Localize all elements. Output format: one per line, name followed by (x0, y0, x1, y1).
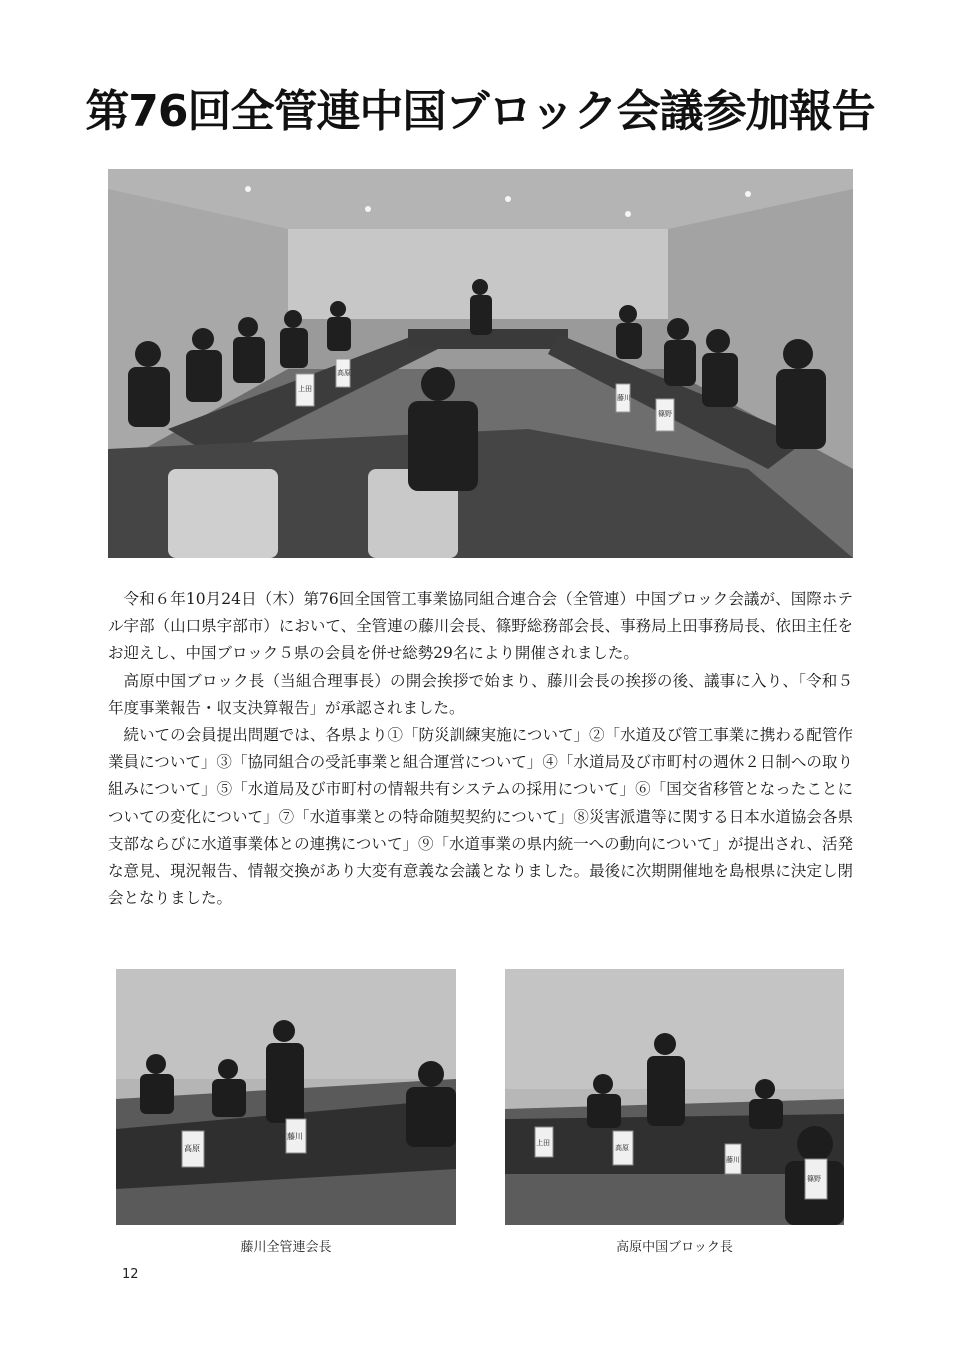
meeting-photo (108, 169, 853, 558)
name-card: 高原 (337, 369, 351, 377)
paragraph: 続いての会員提出問題では、各県より①「防災訓練実施について」②「水道及び管工事業に携わる配管作業員について」③「協同組合の受託事業と組合運営について」④「水道局及び市町村の週休２日制への取り組みについて」⑤「水道局及び市町村の情報共有システムの採用について」⑥「国交省移管となったことについての変化について」⑦「水道事業との特命随契契約について」⑧災害派遣等に関する日本水道協会各県支部ならびに水道事業体との連携について」⑨「水道事業の県内統一への動向について」が提出され、活発な意見、現況報告、情報交換があり大変有意義な会議となりました。最後に次期開催地を島根県に決定し閉会となりました。 (108, 726, 853, 908)
paragraph: 令和６年10月24日（木）第76回全国管工事業協同組合連合会（全管連）中国ブロック会議が、国際ホテル宇部（山口県宇部市）において、全管連の藤川会長、篠野総務部会長、事務局上田事務局長、依田主任をお迎えし、中国ブロック５県の会員を併せ総勢29名により開催されました。 (108, 590, 853, 663)
name-card: 上田 (536, 1139, 550, 1147)
name-card: 高原 (615, 1144, 629, 1152)
page-number: 12 (122, 1267, 139, 1282)
name-card: 篠野 (658, 410, 672, 418)
fujikawa-photo (116, 969, 456, 1225)
name-card: 篠野 (807, 1175, 821, 1183)
caption-fujikawa: 藤川全管連会長 (240, 1240, 332, 1255)
name-card: 上田 (298, 385, 312, 393)
paragraph: 高原中国ブロック長（当組合理事長）の開会挨拶で始まり、藤川会長の挨拶の後、議事に入り、「令和５年度事業報告・収支決算報告」が承認されました。 (108, 671, 853, 717)
article-body (108, 586, 853, 912)
name-card: 藤川 (726, 1156, 740, 1164)
takahara-photo (505, 969, 844, 1225)
name-card: 高原 (184, 1144, 200, 1153)
name-card: 藤川 (617, 394, 631, 402)
caption-takahara: 高原中国ブロック長 (616, 1240, 733, 1255)
name-card: 藤川 (287, 1132, 303, 1141)
page-title: 第76回全管連中国ブロック会議参加報告 (85, 86, 875, 137)
